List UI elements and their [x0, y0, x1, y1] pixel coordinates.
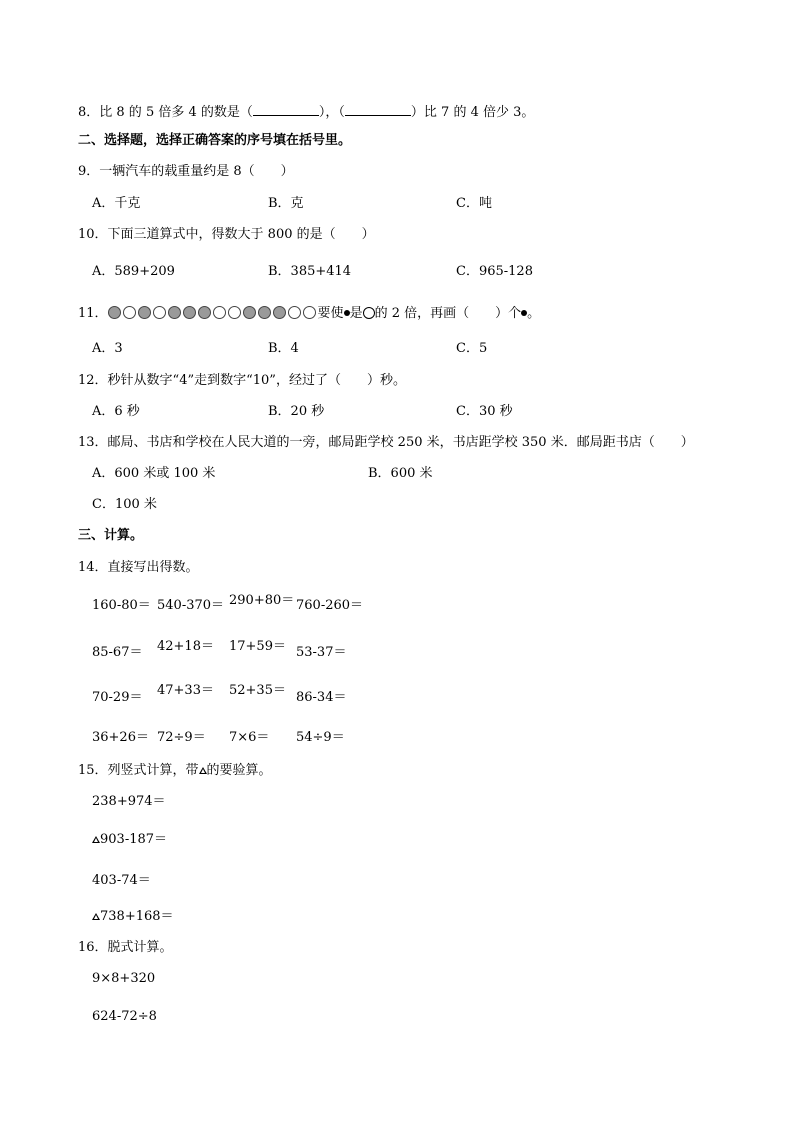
q11-text-4: 。 [527, 306, 541, 321]
answer-blank-2[interactable] [345, 103, 411, 116]
gray-circle-icon [108, 306, 121, 319]
oral-calc-item: 53-37＝ [296, 645, 347, 660]
q13-option-a[interactable]: A．600 米或 100 米 [92, 466, 216, 481]
oral-calc-item: 86-34＝ [296, 690, 347, 705]
q8-suffix: ）比 7 的 4 倍少 3。 [410, 105, 535, 120]
q9-option-b[interactable]: B．克 [268, 196, 304, 211]
vertical-calc-text: 738+168＝ [100, 909, 174, 924]
q12-option-a[interactable]: A．6 秒 [92, 404, 140, 419]
oral-calc-item: 36+26＝ [92, 730, 149, 745]
q10-option-c[interactable]: C．965-128 [456, 264, 533, 279]
q11-number: 11． [78, 306, 108, 321]
circle-row [108, 306, 318, 321]
q9-stem: 9．一辆汽车的载重量约是 8（ ） [78, 164, 294, 179]
q14-stem: 14．直接写出得数。 [78, 560, 199, 575]
gray-circle-icon [168, 306, 181, 319]
answer-blank-1[interactable] [253, 103, 319, 116]
oral-calc-item: 47+33＝ [157, 683, 214, 698]
q15-stem-after: 的要验算。 [206, 763, 272, 778]
q13-stem: 13．邮局、书店和学校在人民大道的一旁，邮局距学校 250 米，书店距学校 350 米．邮局距书店（ ） [78, 435, 694, 450]
white-circle-icon [153, 306, 166, 319]
q11-option-b[interactable]: B．4 [268, 341, 299, 356]
question-11 [78, 306, 540, 322]
oral-calc-item: 85-67＝ [92, 645, 143, 660]
oral-calc-item: 290+80＝ [229, 593, 295, 608]
q11-text-3: 的 2 倍，再画（ ）个 [374, 306, 522, 321]
white-circle-icon [123, 306, 136, 319]
vertical-calc-text: 903-187＝ [100, 832, 168, 847]
oral-calc-item: 7×6＝ [229, 730, 270, 745]
step-calc-item: 9×8+320 [92, 971, 156, 986]
gray-circle-icon [183, 306, 196, 319]
step-calc-item: 624-72÷8 [92, 1009, 157, 1024]
oral-calc-item: 70-29＝ [92, 690, 143, 705]
q10-stem: 10．下面三道算式中，得数大于 800 的是（ ） [78, 227, 375, 242]
oral-calc-item: 42+18＝ [157, 639, 214, 654]
vertical-calc-item: 403-74＝ [92, 873, 151, 888]
q8-mid: ），（ [318, 105, 345, 120]
q15-stem-before: 15．列竖式计算，带 [78, 763, 199, 778]
q8-prefix: 8．比 8 的 5 倍多 4 的数是（ [78, 105, 253, 120]
q10-option-a[interactable]: A．589+209 [92, 264, 175, 279]
white-circle-icon [303, 306, 316, 319]
oral-calc-item: 72÷9＝ [157, 730, 206, 745]
gray-circle-icon [138, 306, 151, 319]
q9-option-a[interactable]: A．千克 [92, 196, 141, 211]
q12-option-c[interactable]: C．30 秒 [456, 404, 513, 419]
q13-option-c[interactable]: C．100 米 [92, 497, 157, 512]
q11-text-1: 要使 [317, 306, 344, 321]
q11-option-a[interactable]: A．3 [92, 341, 123, 356]
q12-stem: 12．秒针从数字“4”走到数字“10”，经过了（ ）秒。 [78, 373, 406, 388]
vertical-calc-item-checked [92, 832, 167, 848]
q16-stem: 16．脱式计算。 [78, 940, 173, 955]
vertical-calc-item: 238+974＝ [92, 794, 166, 809]
q12-option-b[interactable]: B．20 秒 [268, 404, 325, 419]
section-2-title: 二、选择题，选择正确答案的序号填在括号里。 [78, 133, 352, 148]
triangle-icon [92, 836, 100, 843]
q11-option-c[interactable]: C．5 [456, 341, 488, 356]
vertical-calc-item-checked [92, 909, 174, 925]
oral-calc-item: 540-370＝ [157, 598, 225, 613]
gray-circle-icon [198, 306, 211, 319]
white-circle-icon [228, 306, 241, 319]
gray-circle-icon [243, 306, 256, 319]
white-circle-icon [213, 306, 226, 319]
triangle-icon [92, 913, 100, 920]
oral-calc-item: 54÷9＝ [296, 730, 345, 745]
triangle-icon [199, 767, 207, 774]
gray-circle-icon [258, 306, 271, 319]
q11-text-2: 是 [349, 306, 363, 321]
oral-calc-item: 160-80＝ [92, 598, 151, 613]
gray-circle-icon [273, 306, 286, 319]
q10-option-b[interactable]: B．385+414 [268, 264, 352, 279]
empty-circle-icon [363, 307, 375, 319]
oral-calc-item: 760-260＝ [296, 598, 364, 613]
q9-option-c[interactable]: C．吨 [456, 196, 492, 211]
oral-calc-item: 17+59＝ [229, 639, 286, 654]
question-8 [78, 103, 534, 121]
oral-calc-item: 52+35＝ [229, 683, 286, 698]
white-circle-icon [288, 306, 301, 319]
section-3-title: 三、计算。 [78, 528, 144, 543]
q13-option-b[interactable]: B．600 米 [368, 466, 433, 481]
question-15 [78, 763, 272, 779]
